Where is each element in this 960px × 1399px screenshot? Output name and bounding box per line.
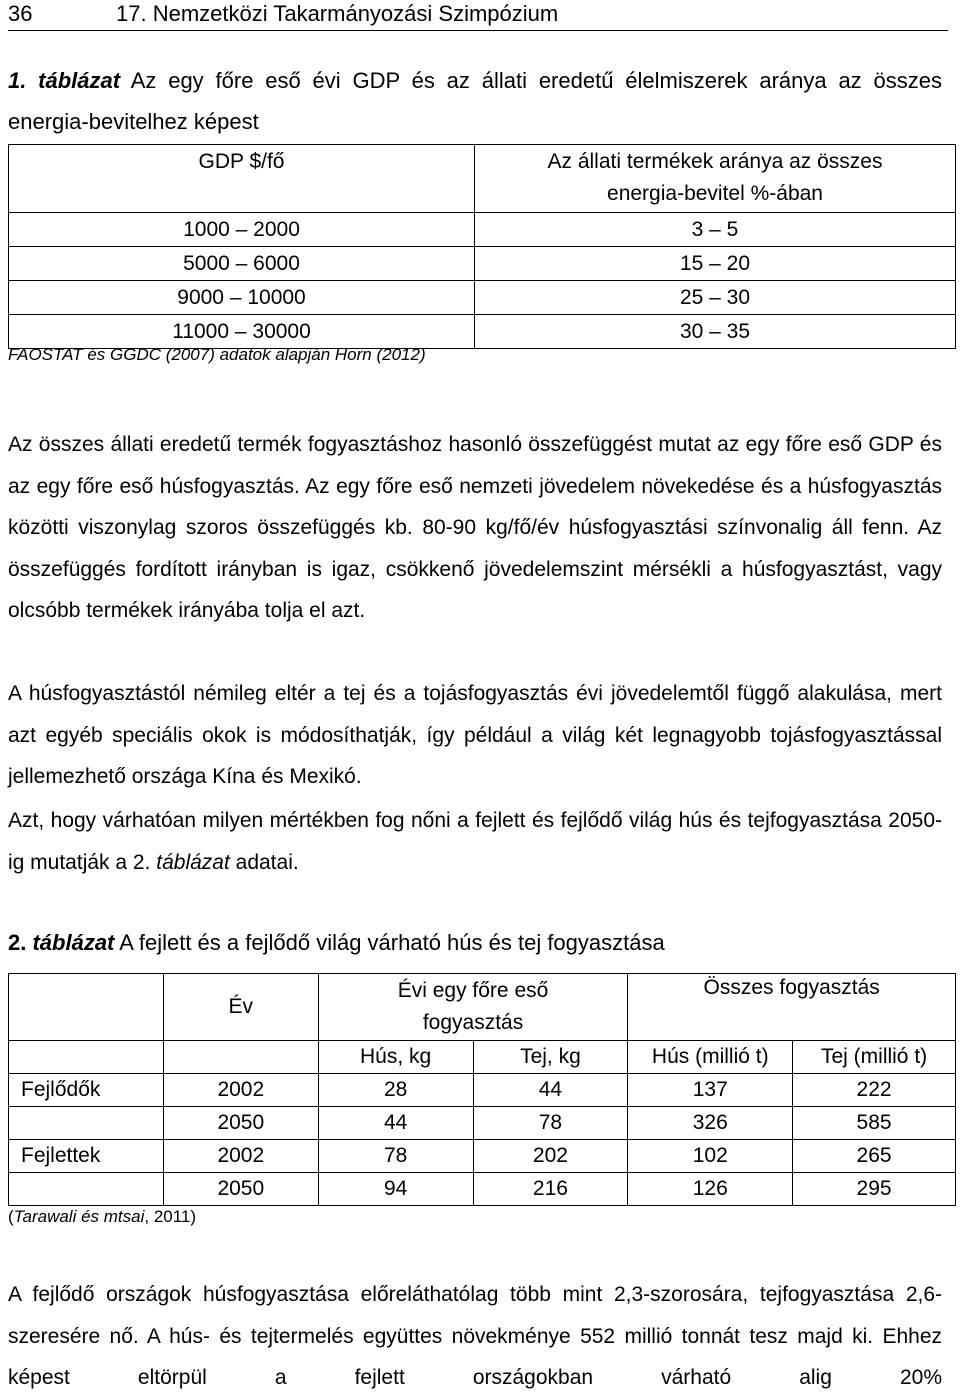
group-cell: Fejlettek bbox=[9, 1140, 164, 1173]
percap-line1: Évi egy főre eső bbox=[397, 979, 549, 1002]
table-row bbox=[9, 1074, 956, 1107]
group-cell: Fejlődők bbox=[9, 1074, 164, 1107]
table2-col-milk-kg: Tej, kg bbox=[473, 1041, 628, 1074]
milk-mt-cell: 222 bbox=[793, 1074, 956, 1107]
meat-kg-cell: 94 bbox=[318, 1173, 473, 1206]
table1-col-share-line2: energia-bevitel %-ában bbox=[607, 182, 823, 205]
year-cell: 2050 bbox=[163, 1107, 318, 1140]
table2-empty bbox=[163, 1041, 318, 1074]
table1-caption bbox=[8, 60, 942, 142]
table2-col-year: Év bbox=[163, 974, 318, 1041]
meat-kg-cell: 28 bbox=[318, 1074, 473, 1107]
table-row bbox=[9, 1140, 956, 1173]
paragraph-4: A fejlődő országok húsfogyasztása előreláthatólag több mint 2,3-szorosára, tejfogyasztása 2,6-szeresére nő. A hús- és tejtermelés együttes növekménye 552 millió tonnát tesz majd ki. Ehhez képest eltörpül a fejlett országokban várható alig 20% bbox=[8, 1283, 942, 1390]
milk-kg-cell: 216 bbox=[473, 1173, 628, 1206]
table-row bbox=[9, 315, 956, 349]
table-row bbox=[9, 281, 956, 315]
milk-kg-cell: 78 bbox=[473, 1107, 628, 1140]
percap-line2: fogyasztás bbox=[422, 1011, 524, 1034]
share-cell: 25 – 30 bbox=[475, 281, 956, 315]
table1-source: FAOSTAT és GGDC (2007) adatok alapján Horn (2012) bbox=[8, 345, 426, 364]
milk-mt-cell: 585 bbox=[793, 1107, 956, 1140]
table2-caption bbox=[8, 930, 665, 956]
group-cell bbox=[9, 1173, 164, 1206]
paragraph-1: Az összes állati eredetű termék fogyasztáshoz hasonló összefüggést mutat az egy főre eső GDP és az egy főre eső húsfogyasztás. Az egy főre eső nemzeti jövedelem növekedése és a húsfogyasztás közötti viszonylag szoros összefüggés kb. 80-90 kg/fő/év húsfogyasztási színvonalig áll fenn. Az összefüggés fordított irányban is igaz, csökkenő jövedelemszint mérsékli a húsfogyasztást, vagy olcsóbb termékek irányába tolja el azt. bbox=[8, 433, 942, 623]
table2-label: 2. táblázat bbox=[8, 930, 115, 955]
page-number: 36 bbox=[8, 1, 33, 26]
year-cell: 2050 bbox=[163, 1173, 318, 1206]
table2-source: (Tarawali és mtsai, 2011) bbox=[8, 1207, 197, 1226]
share-cell: 30 – 35 bbox=[475, 315, 956, 349]
table2-title: A fejlett és a fejlődő világ várható hús és tej fogyasztása bbox=[114, 930, 665, 955]
table1-header-row bbox=[9, 145, 956, 213]
year-cell: 2002 bbox=[163, 1074, 318, 1107]
gdp-cell: 1000 – 2000 bbox=[9, 213, 475, 247]
paragraph-3-text: Azt, hogy várhatóan milyen mértékben fog nőni a fejlett és fejlődő világ hús és tejfogyasztása 2050-ig mutatják a 2. bbox=[8, 809, 942, 874]
table1-col-share-line1: Az állati termékek aránya az összes bbox=[547, 150, 883, 173]
table1-gdp-energy bbox=[8, 144, 956, 349]
table1-title: Az egy főre eső évi GDP és az állati eredetű élelmiszerek aránya az összes energia-bevitelhez képest bbox=[8, 68, 942, 134]
meat-mt-cell: 102 bbox=[628, 1140, 793, 1173]
table2-col-percapita bbox=[318, 974, 628, 1041]
milk-kg-cell: 44 bbox=[473, 1074, 628, 1107]
table-row bbox=[9, 213, 956, 247]
share-cell: 15 – 20 bbox=[475, 247, 956, 281]
table-row bbox=[9, 247, 956, 281]
gdp-cell: 9000 – 10000 bbox=[9, 281, 475, 315]
meat-mt-cell: 326 bbox=[628, 1107, 793, 1140]
table1-col-gdp: GDP $/fő bbox=[9, 145, 475, 213]
milk-mt-cell: 295 bbox=[793, 1173, 956, 1206]
table1-col-share bbox=[475, 145, 956, 213]
table2-header-row-1 bbox=[9, 974, 956, 1041]
paragraph-3 bbox=[8, 800, 942, 883]
table-reference: táblázat bbox=[156, 850, 230, 874]
year-cell: 2002 bbox=[163, 1140, 318, 1173]
milk-mt-cell: 265 bbox=[793, 1140, 956, 1173]
table2-col-total: Összes fogyasztás bbox=[628, 974, 956, 1041]
table2-col-meat-mt: Hús (millió t) bbox=[628, 1041, 793, 1074]
table-row bbox=[9, 1173, 956, 1206]
table2-empty bbox=[9, 1041, 164, 1074]
running-header bbox=[8, 0, 948, 31]
table2-corner bbox=[9, 974, 164, 1041]
meat-kg-cell: 78 bbox=[318, 1140, 473, 1173]
table2-meat-milk bbox=[8, 973, 956, 1206]
table1-label: 1. táblázat bbox=[8, 68, 121, 93]
meat-mt-cell: 126 bbox=[628, 1173, 793, 1206]
table2-col-milk-mt: Tej (millió t) bbox=[793, 1041, 956, 1074]
group-cell bbox=[9, 1107, 164, 1140]
journal-title: 17. Nemzetközi Takarmányozási Szimpózium bbox=[116, 1, 559, 26]
paragraph-2: A húsfogyasztástól némileg eltér a tej és a tojásfogyasztás évi jövedelemtől függő alakulása, mert azt egyéb speciális okok is módosíthatják, így például a világ két legnagyobb tojásfogyasztással jellemezhető országa Kína és Mexikó. bbox=[8, 682, 942, 789]
milk-kg-cell: 202 bbox=[473, 1140, 628, 1173]
meat-kg-cell: 44 bbox=[318, 1107, 473, 1140]
gdp-cell: 5000 – 6000 bbox=[9, 247, 475, 281]
table-row bbox=[9, 1107, 956, 1140]
share-cell: 3 – 5 bbox=[475, 213, 956, 247]
meat-mt-cell: 137 bbox=[628, 1074, 793, 1107]
gdp-cell: 11000 – 30000 bbox=[9, 315, 475, 349]
table2-header-row-2 bbox=[9, 1041, 956, 1074]
paragraph-3-end: adatai. bbox=[229, 850, 299, 874]
table2-col-meat-kg: Hús, kg bbox=[318, 1041, 473, 1074]
